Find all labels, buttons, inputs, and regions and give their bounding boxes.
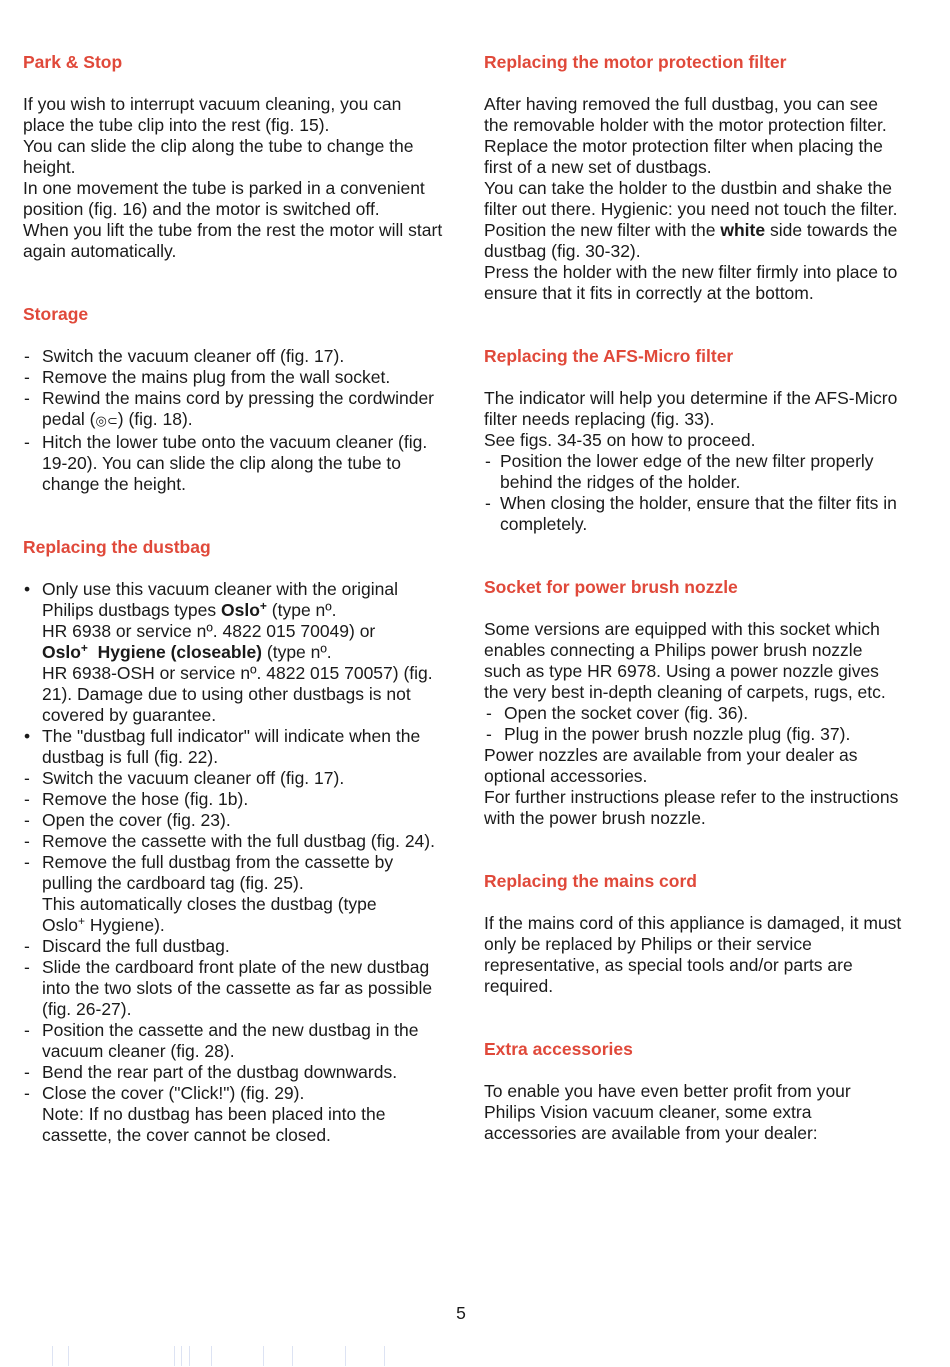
dash-marker: - xyxy=(24,789,30,809)
dash-marker: - xyxy=(24,852,30,872)
scan-mark xyxy=(292,1346,293,1366)
park-line-1: If you wish to interrupt vacuum cleaning, you can place the tube clip into the rest (fig. 15). xyxy=(23,94,402,135)
section-park-stop xyxy=(23,52,443,262)
storage-list xyxy=(23,346,443,495)
motor-line-3: You can take the holder to the dustbin and shake the filter out there. Hygienic: you need not touch the filter. xyxy=(484,178,898,219)
dash-marker: - xyxy=(24,1083,30,1103)
dash-marker: - xyxy=(486,724,492,744)
motor-line-4: Position the new filter with the white side towards the dustbag (fig. 30-32). xyxy=(484,220,898,261)
bottom-scan-marks xyxy=(0,1346,950,1366)
section-motor-filter xyxy=(484,52,904,304)
scan-mark xyxy=(345,1346,346,1366)
motor-line-1: After having removed the full dustbag, you can see the removable holder with the motor protection filter. xyxy=(484,94,887,135)
dash-marker: - xyxy=(486,703,492,723)
dash-marker: - xyxy=(485,493,491,513)
section-storage xyxy=(23,304,443,495)
left-column xyxy=(23,52,443,1146)
bullet-marker: • xyxy=(24,579,31,599)
socket-line-2: Power nozzles are available from your dealer as optional accessories. xyxy=(484,745,858,786)
motor-line-5: Press the holder with the new filter firmly into place to ensure that it fits in correctly at the bottom. xyxy=(484,262,898,303)
scan-mark xyxy=(211,1346,212,1366)
afs-filter-heading: Replacing the AFS-Micro filter xyxy=(484,346,734,366)
scan-mark xyxy=(174,1346,175,1366)
dash-marker: - xyxy=(24,831,30,851)
socket-heading: Socket for power brush nozzle xyxy=(484,577,738,597)
park-stop-heading: Park & Stop xyxy=(23,52,123,72)
list-item: - Open the cover (fig. 23). xyxy=(24,810,231,830)
list-item: - Switch the vacuum cleaner off (fig. 17). xyxy=(24,346,345,366)
list-item: - Discard the full dustbag. xyxy=(24,936,230,956)
park-line-3: In one movement the tube is parked in a convenient position (fig. 16) and the motor is switched off. xyxy=(23,178,425,219)
dash-marker: - xyxy=(24,957,30,977)
list-item: - Bend the rear part of the dustbag downwards. xyxy=(24,1062,398,1082)
scan-mark xyxy=(384,1346,385,1366)
scan-mark xyxy=(52,1346,53,1366)
page-number: 5 xyxy=(456,1303,466,1323)
extra-accessories-heading: Extra accessories xyxy=(484,1039,633,1059)
list-item: - When closing the holder, ensure that the filter fits in completely. xyxy=(485,493,897,534)
dash-marker: - xyxy=(24,768,30,788)
bullet-marker: • xyxy=(24,726,31,746)
section-replacing-dustbag xyxy=(23,537,443,1146)
section-mains-cord xyxy=(484,871,904,997)
list-item: - Hitch the lower tube onto the vacuum cleaner (fig. 19-20). You can slide the clip along the tube to change the height. xyxy=(24,432,428,494)
list-item: • The "dustbag full indicator" will indicate when the dustbag is full (fig. 22). xyxy=(24,726,421,767)
list-item: - Close the cover ("Click!") (fig. 29). Note: If no dustbag has been placed into the cassette, the cover cannot be closed. xyxy=(24,1083,386,1145)
right-column xyxy=(484,52,904,1144)
dash-marker: - xyxy=(485,451,491,471)
socket-line-1: Some versions are equipped with this socket which enables connecting a Philips power brush nozzle such as type HR 6978. Using a power nozzle gives the very best in-depth cleaning of carpets, rugs, etc. xyxy=(484,619,886,702)
list-item: - Position the lower edge of the new filter properly behind the ridges of the holder. xyxy=(485,451,874,492)
list-item: - Position the cassette and the new dustbag in the vacuum cleaner (fig. 28). xyxy=(24,1020,419,1061)
list-item: - Plug in the power brush nozzle plug (fig. 37). xyxy=(486,724,851,744)
afs-line-2: See figs. 34-35 on how to proceed. xyxy=(484,430,756,450)
list-item: - Remove the mains plug from the wall socket. xyxy=(24,367,391,387)
dustbag-heading: Replacing the dustbag xyxy=(23,537,211,557)
dash-marker: - xyxy=(24,346,30,366)
list-item: - Remove the hose (fig. 1b). xyxy=(24,789,249,809)
cord-line-1: If the mains cord of this appliance is damaged, it must only be replaced by Philips or their service representative, as special tools and/or parts are required. xyxy=(484,913,902,996)
dash-marker: - xyxy=(24,810,30,830)
list-item: • Only use this vacuum cleaner with the original Philips dustbags types Oslo+ (type nº. HR 6938 or service nº. 4822 015 70049) or Oslo+ Hygiene (closeable) (type nº. HR 6938-OSH or service nº. 4822 015 70057) (fig. 21). Damage due to using other dustbags is not covered by guarantee. xyxy=(24,579,433,725)
socket-line-3: For further instructions please refer to the instructions with the power brush nozzle. xyxy=(484,787,899,828)
list-item: - Open the socket cover (fig. 36). xyxy=(486,703,749,723)
scan-mark xyxy=(263,1346,264,1366)
dash-marker: - xyxy=(24,1062,30,1082)
motor-filter-heading: Replacing the motor protection filter xyxy=(484,52,787,72)
extra-line-1: To enable you have even better profit from your Philips Vision vacuum cleaner, some extra accessories are available from your dealer: xyxy=(484,1081,851,1143)
dash-marker: - xyxy=(24,432,30,452)
motor-line-2: Replace the motor protection filter when placing the first of a new set of dustbags. xyxy=(484,136,883,177)
afs-list xyxy=(484,451,904,535)
park-line-4: When you lift the tube from the rest the motor will start again automatically. xyxy=(23,220,443,261)
dash-marker: - xyxy=(24,936,30,956)
section-power-brush-socket xyxy=(484,577,904,829)
dash-marker: - xyxy=(24,367,30,387)
afs-line-1: The indicator will help you determine if the AFS-Micro filter needs replacing (fig. 33). xyxy=(484,388,898,429)
list-item: - Remove the cassette with the full dustbag (fig. 24). xyxy=(24,831,435,851)
cordwinder-pedal-icon: ◎⊂ xyxy=(95,414,118,429)
list-item: - Slide the cardboard front plate of the new dustbag into the two slots of the cassette as far as possible (fig. 26-27). xyxy=(24,957,433,1019)
socket-list xyxy=(484,703,904,745)
dash-marker: - xyxy=(24,1020,30,1040)
mains-cord-heading: Replacing the mains cord xyxy=(484,871,697,891)
storage-heading: Storage xyxy=(23,304,89,324)
scan-mark xyxy=(68,1346,69,1366)
list-item: - Rewind the mains cord by pressing the cordwinder pedal (◎⊂) (fig. 18). xyxy=(24,388,434,429)
section-extra-accessories xyxy=(484,1039,904,1144)
scan-mark xyxy=(181,1346,182,1366)
dustbag-list xyxy=(23,579,443,1146)
list-item: - Remove the full dustbag from the cassette by pulling the cardboard tag (fig. 25). This automatically closes the dustbag (type Oslo+ Hygiene). xyxy=(24,852,394,935)
park-line-2: You can slide the clip along the tube to change the height. xyxy=(23,136,414,177)
list-item: - Switch the vacuum cleaner off (fig. 17). xyxy=(24,768,345,788)
scan-mark xyxy=(189,1346,190,1366)
section-afs-filter xyxy=(484,346,904,535)
dash-marker: - xyxy=(24,388,30,408)
